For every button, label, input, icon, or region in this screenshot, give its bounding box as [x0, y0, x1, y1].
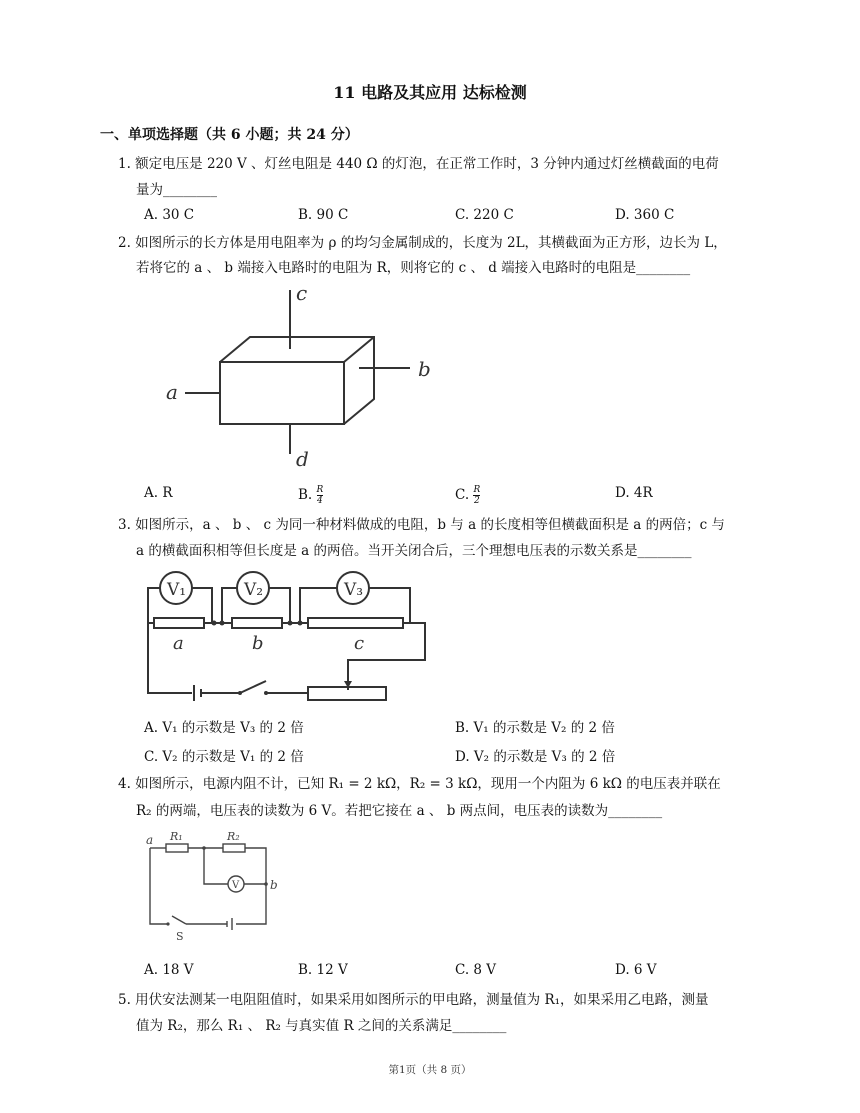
q3-option-c: C. V₂ 的示数是 V₁ 的 2 倍: [144, 749, 304, 765]
q3-option-a: A. V₁ 的示数是 V₃ 的 2 倍: [144, 720, 304, 736]
page-footer: 第1页（共 8 页）: [388, 1064, 472, 1076]
q4-line-1: 4. 如图所示，电源内阻不计，已知 R₁ = 2 kΩ，R₂ = 3 kΩ，现用一个内阻为 6 kΩ 的电压表并联在: [118, 776, 721, 792]
series-resistor-circuit-figure: [136, 826, 296, 946]
q2-option-c: [455, 485, 480, 506]
point-b-label: b: [270, 878, 278, 892]
q3-option-d: D. V₂ 的示数是 V₃ 的 2 倍: [455, 749, 616, 765]
q1-option-c: C. 220 C: [455, 207, 514, 223]
q4-option-b: B. 12 V: [298, 962, 348, 978]
q5-line-2: 值为 R₂，那么 R₁ 、 R₂ 与真实值 R 之间的关系满足________: [136, 1018, 507, 1034]
q1-option-a: A. 30 C: [144, 207, 195, 223]
fraction-r-over-2: $\frac{R}{2}$: [473, 485, 481, 506]
voltmeter-v3-label: V₃: [344, 580, 364, 600]
q2-option-c-label: C.: [455, 487, 470, 503]
q4-line-2: R₂ 的两端，电压表的读数为 6 V。若把它接在 a 、 b 两点间，电压表的读数为________: [136, 803, 663, 819]
resistor-a-label: a: [173, 633, 184, 654]
q2-option-d: D. 4R: [615, 485, 653, 501]
switch-label: S: [176, 930, 184, 943]
q1-line-1: 1. 额定电压是 220 V 、灯丝电阻是 440 Ω 的灯泡，在正常工作时，3 分钟内通过灯丝横截面的电荷: [118, 156, 719, 172]
q3-line-2: a 的横截面积相等但长度是 a 的两倍。当开关闭合后，三个理想电压表的示数关系是________: [136, 543, 692, 559]
cuboid-label-c: c: [296, 282, 308, 305]
q4-option-d: D. 6 V: [615, 962, 657, 978]
q5-line-1: 5. 用伏安法测某一电阻阻值时，如果采用如图所示的甲电路，测量值为 R₁，如果采用乙电路，测量: [118, 992, 709, 1008]
resistor-c-label: c: [354, 633, 365, 654]
voltmeter-label: V: [232, 880, 240, 891]
q2-option-b-label: B.: [298, 487, 313, 503]
q4-option-c: C. 8 V: [455, 962, 497, 978]
q1-line-2: 量为________: [136, 182, 217, 198]
document-title: 11 电路及其应用 达标检测: [333, 83, 527, 102]
cuboid-label-d: d: [296, 447, 309, 471]
point-a-label: a: [146, 833, 154, 847]
voltmeter-v1-label: V₁: [167, 580, 187, 600]
r2-label: R₂: [227, 830, 240, 843]
q2-option-a: A. R: [144, 485, 173, 501]
r1-label: R₁: [170, 830, 183, 843]
q3-line-1: 3. 如图所示，a 、 b 、 c 为同一种材料做成的电阻，b 与 a 的长度相等但横截面积是 a 的两倍；c 与: [118, 517, 725, 533]
cuboid-label-b: b: [418, 357, 431, 381]
q3-option-b: B. V₁ 的示数是 V₂ 的 2 倍: [455, 720, 615, 736]
q2-line-1: 2. 如图所示的长方体是用电阻率为 ρ 的均匀金属制成的，长度为 2L，其横截面为正方形，边长为 L，: [118, 235, 727, 251]
q2-line-2: 若将它的 a 、 b 端接入电路时的电阻为 R，则将它的 c 、 d 端接入电路时的电阻是________: [136, 260, 691, 276]
q4-option-a: A. 18 V: [144, 962, 194, 978]
cuboid-label-a: a: [166, 380, 178, 404]
q1-option-d: D. 360 C: [615, 207, 675, 223]
resistor-b-label: b: [252, 633, 264, 654]
voltmeter-circuit-figure: [140, 568, 440, 706]
q1-option-b: B. 90 C: [298, 207, 349, 223]
voltmeter-v2-label: V₂: [244, 580, 264, 600]
fraction-r-over-4: $\frac{R}{4}$: [316, 485, 324, 506]
q2-option-b: [298, 485, 323, 506]
cuboid-figure: [140, 282, 450, 477]
section-heading: 一、单项选择题（共 6 小题；共 24 分）: [100, 127, 359, 143]
